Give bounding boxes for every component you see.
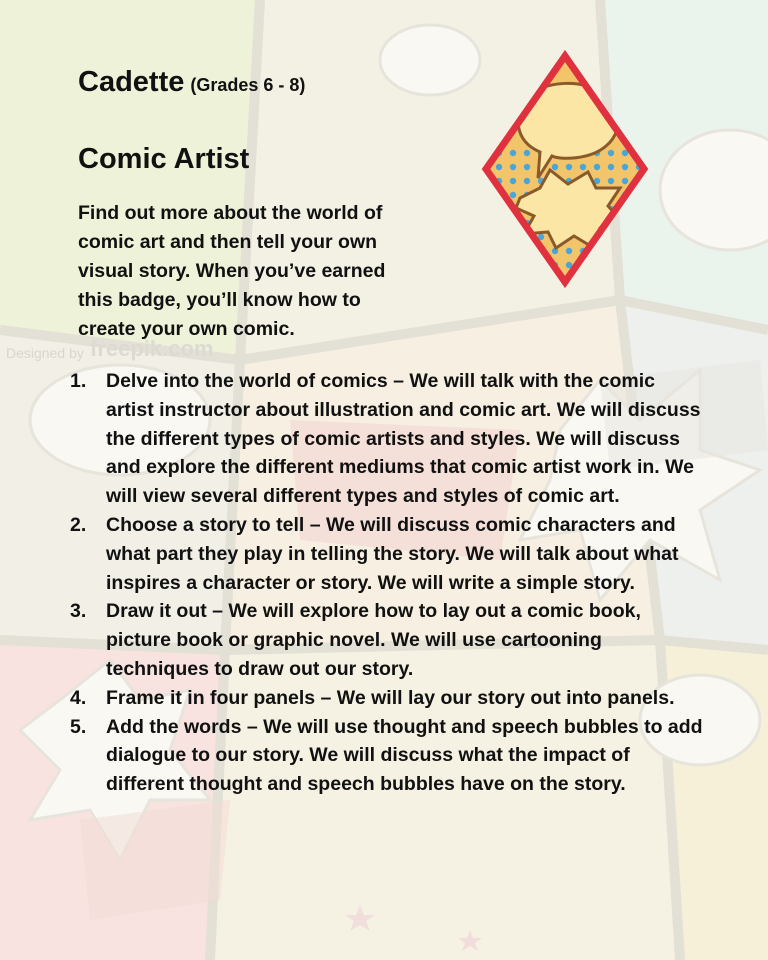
step-text: Delve into the world of comics – We will talk with the comic artist instructor about illustration and comic art. We will discuss the different types of comic artists and styles. We will discuss and explore the different mediums that comic artist work in. We will view several different types and styles of comic art.	[106, 370, 701, 508]
level-title: Cadette	[78, 66, 185, 98]
step-number: 1.	[70, 370, 87, 392]
step-number: 3.	[70, 600, 87, 623]
requirement-item	[70, 511, 706, 597]
requirement-item	[70, 597, 706, 683]
step-number: 5.	[70, 715, 87, 738]
watermark-text: Designed by	[6, 345, 84, 361]
watermark-brand: freepik.com	[90, 336, 214, 361]
step-number: 2.	[70, 513, 87, 536]
step-text: Add the words – We will use thought and speech bubbles to add dialogue to our story. We will discuss what the impact of different thought and speech bubbles have on the story.	[106, 715, 703, 796]
step-text: Draw it out – We will explore how to lay out a comic book, picture book or graphic novel. We will use cartooning techniques to draw out our story.	[106, 600, 641, 680]
grade-heading	[78, 66, 305, 99]
badge-intro: Find out more about the world of comic art and then tell your own visual story. When you’ve earned this badge, you’ll know how to create your own comic.	[78, 202, 386, 340]
badge-title: Comic Artist	[78, 143, 250, 175]
step-text: Frame it in four panels – We will lay our story out into panels.	[106, 686, 675, 709]
step-text: Choose a story to tell – We will discuss comic characters and what part they play in telling the story. We will talk about what inspires a character or story. We will write a simple story.	[106, 513, 679, 594]
requirement-item	[70, 684, 706, 713]
requirements-list	[70, 367, 706, 799]
step-number: 4.	[70, 686, 87, 709]
grade-range: (Grades 6 - 8)	[190, 75, 306, 95]
comic-artist-badge-icon	[478, 48, 652, 290]
requirement-item	[70, 713, 706, 799]
requirement-item	[70, 367, 706, 511]
